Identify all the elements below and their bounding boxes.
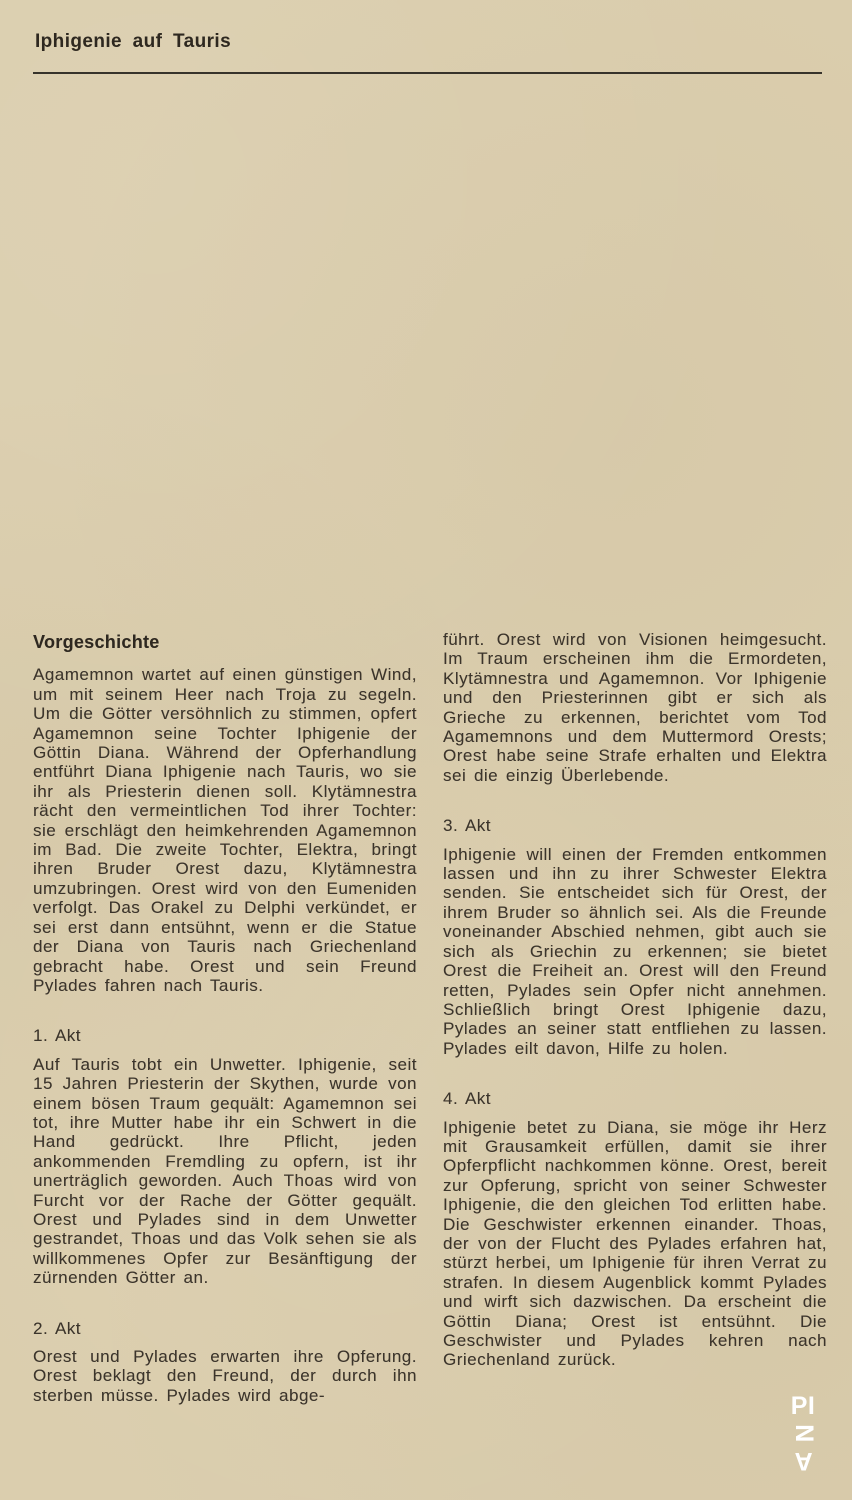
pina-watermark [787, 1393, 819, 1474]
watermark-letter-a: A [793, 1447, 813, 1475]
paragraph-act3: Iphigenie will einen der Fremden entkommen lassen und ihn zu ihrer Schwester Elektra senden. Sie entscheidet sich für Orest, der ihrem Bruder so ähnlich sei. Als die Freunde voneinander Abschied nehmen, gibt auch sie sich als Griechin zu erkennen; sie bietet Orest die Freiheit an. Orest will den Freund retten, Pylades sein Opfer nicht annehmen. Schließlich bringt Orest Iphigenie dazu, Pylades an seiner statt entfliehen zu lassen. Pylades eilt davon, Hilfe zu holen. [443, 844, 827, 1058]
left-column [33, 633, 417, 1405]
paragraph-act2: Orest und Pylades erwarten ihre Opferung. Orest beklagt den Freund, der durch ihn sterben müsse. Pylades wird abge- [33, 1347, 417, 1405]
section-heading-act3: 3. Akt [443, 816, 492, 836]
watermark-letter-n: N [789, 1424, 818, 1443]
paragraph-act4: Iphigenie betet zu Diana, sie möge ihr Herz mit Grausamkeit erfüllen, damit sie ihrer Opferpflicht nachkommen könne. Orest, bereit zur Opferung, spricht von seiner Schwester Iphigenie, die den gleichen Tod erlitten habe. Die Geschwister erkennen einander. Thoas, der von der Flucht des Pylades erfahren hat, stürzt herbei, um Iphigenie für ihren Verrat zu strafen. In diesem Augenblick kommt Pylades und wirft sich dazwischen. Da erscheint die Göttin Diana; Orest ist entsühnt. Die Geschwister und Pylades kehren nach Griechenland zurück. [443, 1117, 827, 1370]
right-column [443, 630, 827, 1370]
section-heading-vorgeschichte: Vorgeschichte [33, 632, 160, 652]
paragraph-vorgeschichte: Agamemnon wartet auf einen günstigen Wind, um mit seinem Heer nach Troja zu segeln. Um die Götter versöhnlich zu stimmen, opfert Agamemnon seine Tochter Iphigenie der Göttin Diana. Während der Opferhandlung entführt Diana Iphigenie nach Tauris, wo sie ihr als Priesterin dienen soll. Klytämnestra rächt den vermeintlichen Tod ihrer Tochter: sie erschlägt den heimkehrenden Agamemnon im Bad. Die zweite Tochter, Elektra, bringt ihren Bruder Orest dazu, Klytämnestra umzubringen. Orest wird von den Eumeniden verfolgt. Das Orakel zu Delphi verkündet, er sei erst dann entsühnt, wenn er die Statue der Diana von Tauris nach Griechenland gebracht habe. Orest und sein Freund Pylades fahren nach Tauris. [33, 665, 417, 995]
section-heading-act2: 2. Akt [33, 1318, 82, 1338]
paragraph-act1: Auf Tauris tobt ein Unwetter. Iphigenie, seit 15 Jahren Priesterin der Skythen, wurde von einem bösen Traum gequält: Agamemnon sei tot, ihre Mutter habe ihr ein Schwert in die Hand gedrückt. Ihre Pflicht, jeden ankommenden Fremdling zu opfern, ist ihr unerträglich geworden. Auch Thoas wird von Furcht vor der Rache der Götter gequält. Orest und Pylades sind in dem Unwetter gestrandet, Thoas und das Volk sehen sie als willkommenes Opfer zur Besänftigung der zürnenden Götter an. [33, 1054, 417, 1288]
watermark-letters-pi: PI [790, 1392, 816, 1420]
header-rule [33, 72, 822, 74]
section-heading-act4: 4. Akt [443, 1089, 492, 1109]
page-title: Iphigenie auf Tauris [35, 31, 232, 52]
paragraph-act2-continuation: führt. Orest wird von Visionen heimgesucht. Im Traum erscheinen ihm die Ermordeten, Klytämnestra und Agamemnon. Vor Iphigenie und den Priesterinnen gibt er sich als Grieche zu erkennen, berichtet vom Tod Agamemnons und dem Muttermord Orests; Orest habe seine Strafe erhalten und Elektra sei die einzig Überlebende. [443, 630, 827, 785]
section-heading-act1: 1. Akt [33, 1026, 82, 1046]
